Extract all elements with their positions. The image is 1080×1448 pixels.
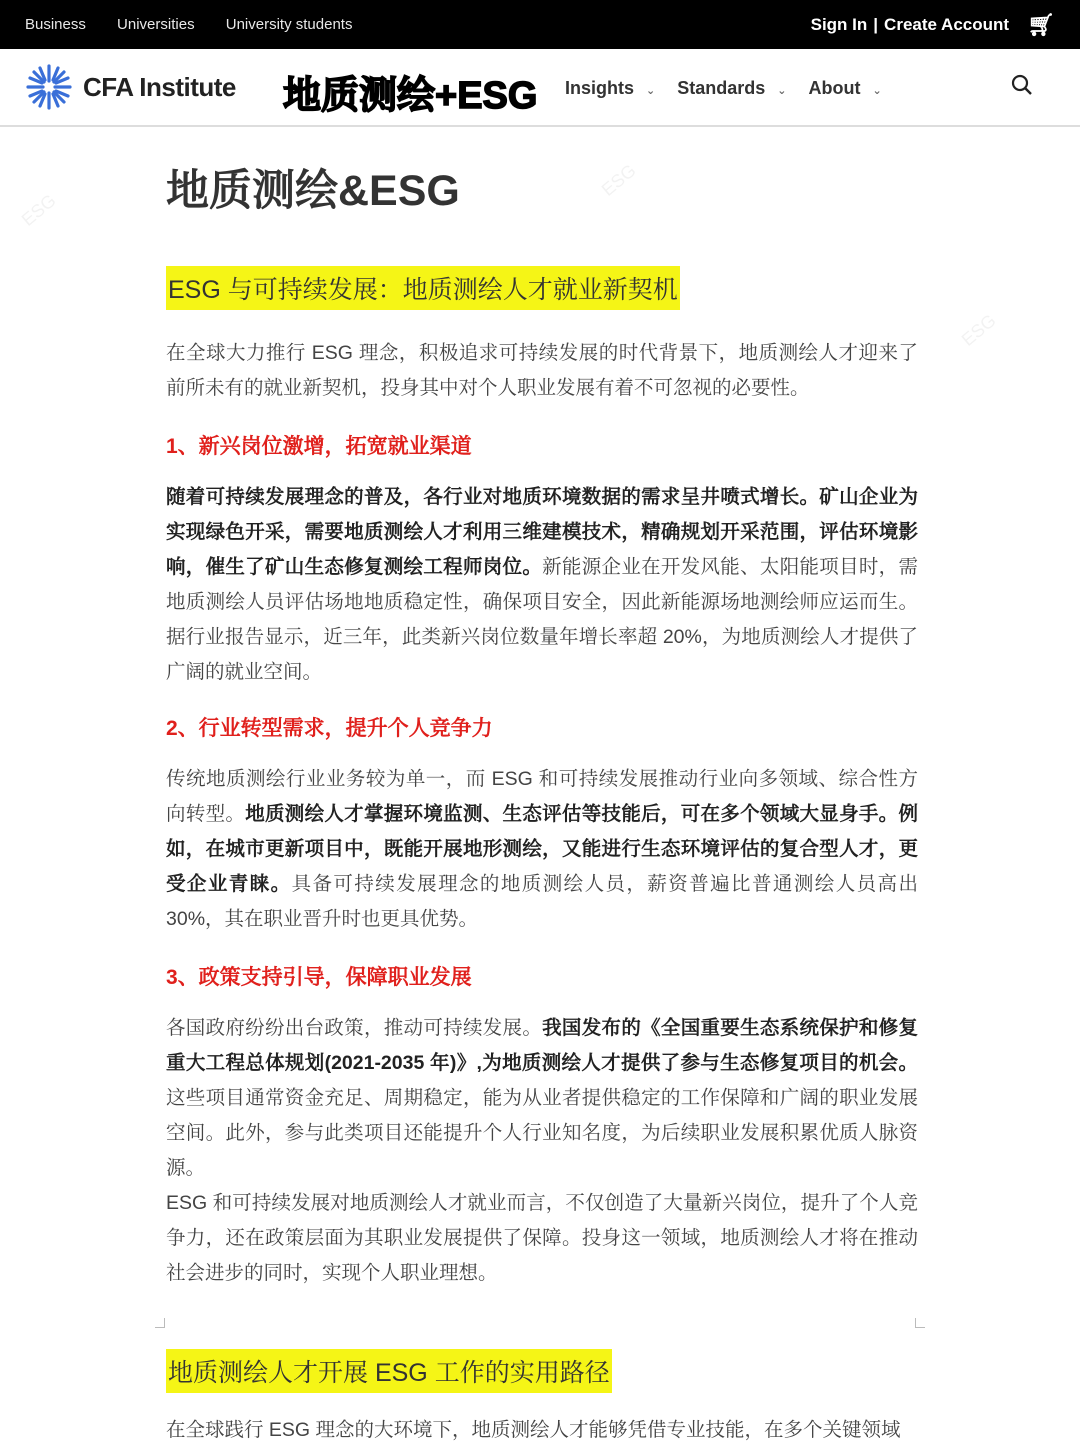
search-icon[interactable] xyxy=(1010,73,1034,104)
cart-icon[interactable]: 🛒︎ xyxy=(1027,11,1055,37)
utility-bar xyxy=(0,0,1080,49)
create-account-link[interactable]: Create Account xyxy=(884,14,1010,34)
bold-text: 我国发布的《全国重要生态系统保护和修复重大工程总体规划(2021-2035 年)》,为地质测绘人才提供了参与生态修复项目的机会。 xyxy=(166,1017,918,1074)
text: 各国政府纷纷出台政策，推动可持续发展。 xyxy=(166,1017,543,1039)
page-corner-mark xyxy=(155,1318,165,1328)
brand-name: CFA Institute xyxy=(83,71,236,102)
page-corner-mark xyxy=(915,1318,925,1328)
main-nav xyxy=(0,49,1080,127)
cfa-logo[interactable] xyxy=(25,63,236,111)
text: 新能源企业在开发风能、太阳能项目时，需地质测绘人员评估场地地质稳定性，确保项目安全，因此新能源场地测绘师应运而生。据行业报告显示，近三年，此类新兴岗位数量年增长率超 20%，为地质测绘人才提供了广阔的就业空间。 xyxy=(166,556,918,683)
cfa-logo-icon xyxy=(25,63,73,111)
link-business[interactable]: Business xyxy=(25,16,86,33)
link-university-students[interactable]: University students xyxy=(225,16,353,33)
chevron-down-icon: ⌄ xyxy=(872,84,882,97)
overlay-title: 地质测绘+ESG xyxy=(283,75,538,117)
section-heading: 地质测绘人才开展 ESG 工作的实用路径 xyxy=(166,1349,612,1393)
menu-label: Insights xyxy=(565,77,635,98)
chevron-down-icon: ⌄ xyxy=(646,84,656,97)
watermark: ESG xyxy=(17,190,60,230)
subheading-2: 2、行业转型需求，提升个人竞争力 xyxy=(166,717,493,740)
menu-about[interactable] xyxy=(808,78,881,99)
paragraph-3 xyxy=(166,1011,918,1186)
menu-insights[interactable] xyxy=(565,78,655,99)
section-heading: ESG 与可持续发展：地质测绘人才就业新契机 xyxy=(166,266,680,310)
subheading-3: 3、政策支持引导，保障职业发展 xyxy=(166,966,472,989)
menu-label: Standards xyxy=(677,77,766,98)
watermark: ESG xyxy=(597,160,640,200)
paragraph-5: 在全球践行 ESG 理念的大环境下，地质测绘人才能够凭借专业技能，在多个关键领域 xyxy=(166,1419,901,1441)
article xyxy=(166,130,918,1448)
text: 传统地质测绘行业业务较为单一，而 ESG 和可持续发展推动行业向多领域、综合性方向转型。 xyxy=(166,768,918,825)
bold-text: 随着可持续发展理念的普及，各行业对地质环境数据的需求呈井喷式增长。矿山企业为实现绿色开采，需要地质测绘人才利用三维建模技术，精确规划开采范围，评估环境影响，催生了矿山生态修复测绘工程师岗位。 xyxy=(166,486,918,578)
text: 这些项目通常资金充足、周期稳定，能为从业者提供稳定的工作保障和广阔的职业发展空间。此外，参与此类项目还能提升个人行业知名度，为后续职业发展积累优质人脉资源。 xyxy=(166,1087,918,1179)
separator: | xyxy=(873,14,879,34)
paragraph-1 xyxy=(166,480,918,690)
paragraph-2 xyxy=(166,762,918,937)
watermark: ESG xyxy=(957,310,1000,350)
text: 具备可持续发展理念的地质测绘人员，薪资普遍比普通测绘人员高出 30%，其在职业晋升时也更具优势。 xyxy=(166,873,918,930)
link-universities[interactable]: Universities xyxy=(117,16,195,33)
menu-standards[interactable] xyxy=(677,78,786,99)
menu-label: About xyxy=(808,77,861,98)
page-title: 地质测绘&ESG xyxy=(166,167,460,215)
chevron-down-icon: ⌄ xyxy=(777,84,787,97)
subheading-1: 1、新兴岗位激增，拓宽就业渠道 xyxy=(166,435,472,458)
paragraph-4: ESG 和可持续发展对地质测绘人才就业而言，不仅创造了大量新兴岗位，提升了个人竞争力，还在政策层面为其职业发展提供了保障。投身这一领域，地质测绘人才将在推动社会进步的同时，实现个人职业理想。 xyxy=(166,1192,918,1284)
sign-in-link[interactable]: Sign In xyxy=(810,14,868,34)
intro-paragraph: 在全球大力推行 ESG 理念，积极追求可持续发展的时代背景下，地质测绘人才迎来了前所未有的就业新契机，投身其中对个人职业发展有着不可忽视的必要性。 xyxy=(166,342,918,399)
bold-text: 地质测绘人才掌握环境监测、生态评估等技能后，可在多个领域大显身手。例如，在城市更新项目中，既能开展地形测绘，又能进行生态环境评估的复合型人才，更受企业青睐。 xyxy=(166,803,918,895)
